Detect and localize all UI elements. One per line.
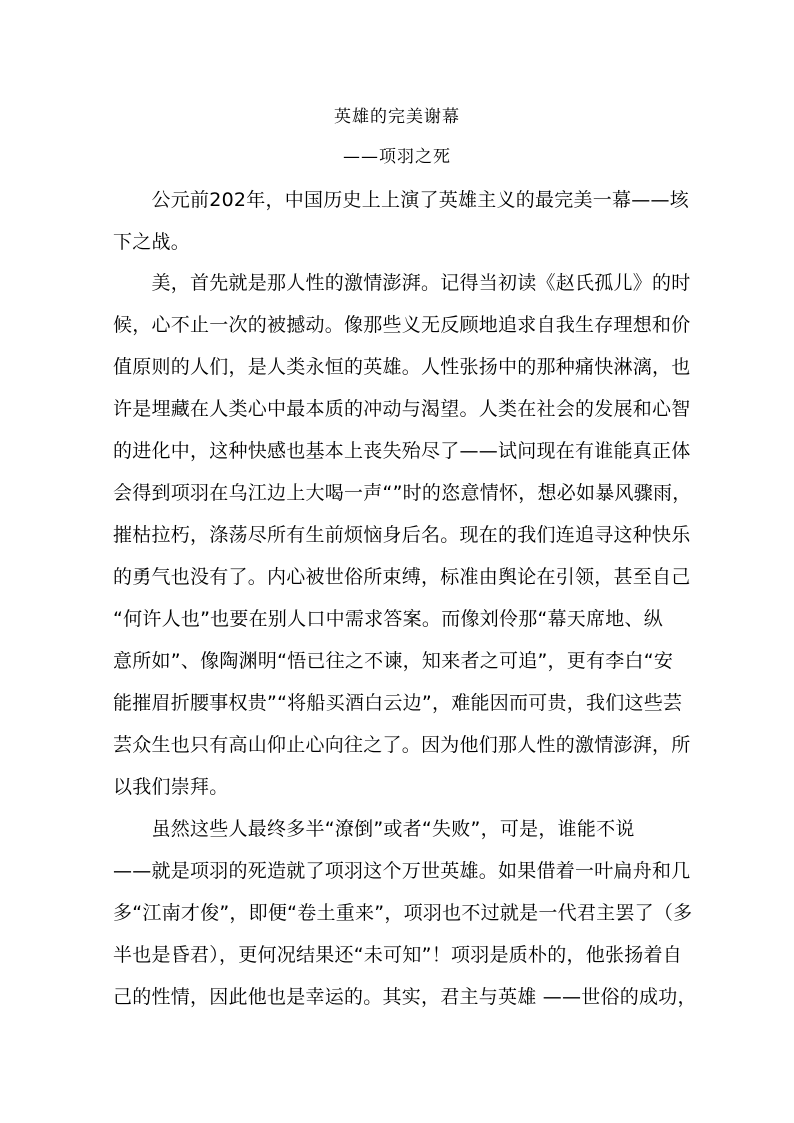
document-subtitle: ——项羽之死 — [343, 147, 451, 167]
text-line: 许是埋藏在人类心中最本质的冲动与渴望。人类在社会的发展和心智 — [113, 398, 691, 420]
text-line: 多“江南才俊”，即便“卷土重来”，项羽也不过就是一代君主罢了（多 — [113, 902, 693, 924]
text-line: 虽然这些人最终多半“潦倒”或者“失败”，可是，谁能不说 — [113, 818, 635, 840]
text-line: “何许人也”也要在别人口中需求答案。而像刘伶那“幕天席地、纵 — [113, 608, 664, 630]
text-line: 的进化中，这种快感也基本上丧失殆尽了——试问现在有谁能真正体 — [113, 440, 691, 462]
text-line: 下之战。 — [113, 231, 191, 253]
text-line: 值原则的人们，是人类永恒的英雄。人性张扬中的那种痛快淋漓，也 — [113, 356, 691, 378]
text-line: 半也是昏君），更何况结果还“未可知”！项羽是质朴的，他张扬着自 — [113, 944, 682, 966]
text-line: ——就是项羽的死造就了项羽这个万世英雄。如果借着一叶扁舟和几 — [113, 860, 691, 882]
text-line: 意所如”、像陶渊明“悟已往之不谏，知来者之可追”，更有李白“安 — [113, 650, 674, 672]
text-line: 能摧眉折腰事权贵”“将船买酒白云边”，难能因而可贵，我们这些芸 — [113, 692, 683, 714]
text-line: 芸众生也只有高山仰止心向往之了。因为他们那人性的激情澎湃，所 — [113, 734, 691, 756]
text-line: 以我们崇拜。 — [113, 776, 229, 798]
text-line: 己的性情，因此他也是幸运的。其实，君主与英雄 ——世俗的成功， — [113, 986, 697, 1008]
text-line: 的勇气也没有了。内心被世俗所束缚，标准由舆论在引领，甚至自己 — [113, 566, 691, 588]
document-title: 英雄的完美谢幕 — [334, 107, 460, 127]
text-line: 候，心不止一次的被撼动。像那些义无反顾地追求自我生存理想和价 — [113, 314, 691, 336]
text-line: 美，首先就是那人性的激情澎湃。记得当初读《赵氏孤儿》的时 — [113, 272, 691, 294]
text-line: 摧枯拉朽，涤荡尽所有生前烦恼身后名。现在的我们连追寻这种快乐 — [113, 524, 691, 546]
text-line: 公元前202年，中国历史上上演了英雄主义的最完美一幕——垓 — [113, 189, 690, 211]
text-line: 会得到项羽在乌江边上大喝一声“”时的恣意情怀，想必如暴风骤雨， — [113, 482, 692, 504]
